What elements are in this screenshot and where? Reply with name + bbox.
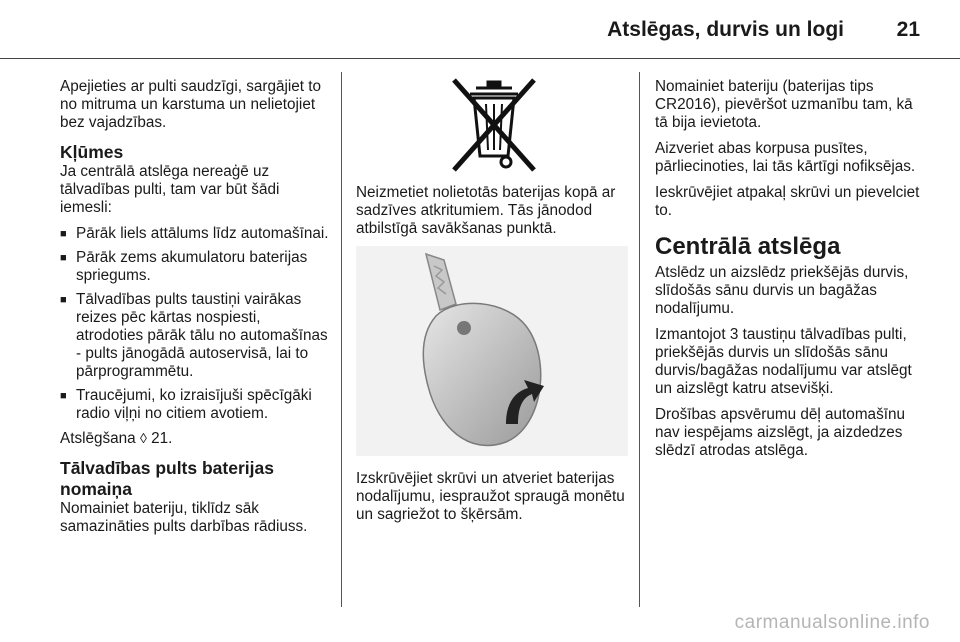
page-number: 21	[896, 18, 920, 41]
cross-reference[interactable]	[60, 429, 330, 448]
xref-page: 21.	[151, 430, 173, 447]
xref-label: Atslēgšana	[60, 430, 136, 447]
list-item: ■ Pārāk liels attālums līdz automašīnai.	[60, 225, 330, 243]
column-middle	[356, 78, 628, 532]
battery-paragraph: Nomainiet bateriju, tiklīdz sāk samazināties pults darbības rādiuss.	[60, 500, 308, 535]
disposal-paragraph: Neizmetiet nolietotās baterijas kopā ar sadzīves atkritumiem. Tās jānodod atbilstīgā savākšanas punktā.	[356, 184, 616, 237]
battery-type-paragraph: Nomainiet bateriju (baterijas tips CR2016), pievēršot uzmanību tam, kā tā bija ievietota.	[655, 78, 913, 131]
battery-heading: Tālvadības pults baterijas nomaiņa	[60, 458, 274, 499]
three-button-paragraph: Izmantojot 3 taustiņu tālvadības pulti, priekšējās durvis un slīdošās sānu durvis/bagāžas nodalījumu var atslēgt un aizslēgt katru atsevišķi.	[655, 326, 912, 397]
safety-paragraph: Drošības apsvērumu dēļ automašīnu nav iespējams aizslēgt, ja aizdedzes slēdzī atrodas atslēga.	[655, 406, 905, 459]
crossed-out-bin-icon	[424, 72, 564, 176]
faults-heading: Kļūmes	[60, 142, 124, 162]
watermark-text: carmanualsonline.info	[734, 612, 930, 633]
faults-paragraph: Ja centrālā atslēga nereaģē uz tālvadības pulti, tam var būt šādi iemesli:	[60, 163, 280, 216]
page-header	[0, 0, 960, 60]
unscrew-paragraph: Izskrūvējiet skrūvi un atveriet baterijas nodalījumu, iespraužot spraugā monētu un sagriežot to šķērsām.	[356, 470, 625, 523]
column-divider-1	[341, 72, 342, 607]
screw-back-paragraph: Ieskrūvējiet atpakaļ skrūvi un pievelciet to.	[655, 184, 920, 219]
column-divider-2	[639, 72, 640, 607]
central-locking-heading: Centrālā atslēga	[655, 233, 841, 260]
central-locking-paragraph: Atslēdz un aizslēdz priekšējās durvis, slīdošās sānu durvis un bagāžas nodalījumu.	[655, 264, 909, 317]
list-item: ■ Pārāk zems akumulatoru baterijas spriegums.	[60, 249, 330, 285]
section-title: Atslēgas, durvis un logi	[607, 18, 844, 41]
list-item: ■ Traucējumi, ko izraisījuši spēcīgāki radio viļņi no citiem avotiem.	[60, 387, 330, 423]
column-left	[60, 78, 330, 544]
column-right	[655, 78, 925, 468]
remote-key-image	[356, 246, 628, 456]
close-case-paragraph: Aizveriet abas korpusa pusītes, pārliecinoties, lai tās kārtīgi nofiksējas.	[655, 140, 916, 175]
header-divider	[0, 58, 960, 59]
xref-arrow-icon: ◊	[139, 430, 147, 446]
faults-list	[60, 225, 330, 423]
intro-paragraph: Apejieties ar pulti saudzīgi, sargājiet to no mitruma un karstuma un nelietojiet bez vajadzības.	[60, 78, 322, 131]
list-item: ■ Tālvadības pults taustiņi vairākas reizes pēc kārtas nospiesti, atrodoties pārāk tālu no automašīnas - pults jānogādā autoservisā, lai to pārprogrammētu.	[60, 291, 330, 381]
